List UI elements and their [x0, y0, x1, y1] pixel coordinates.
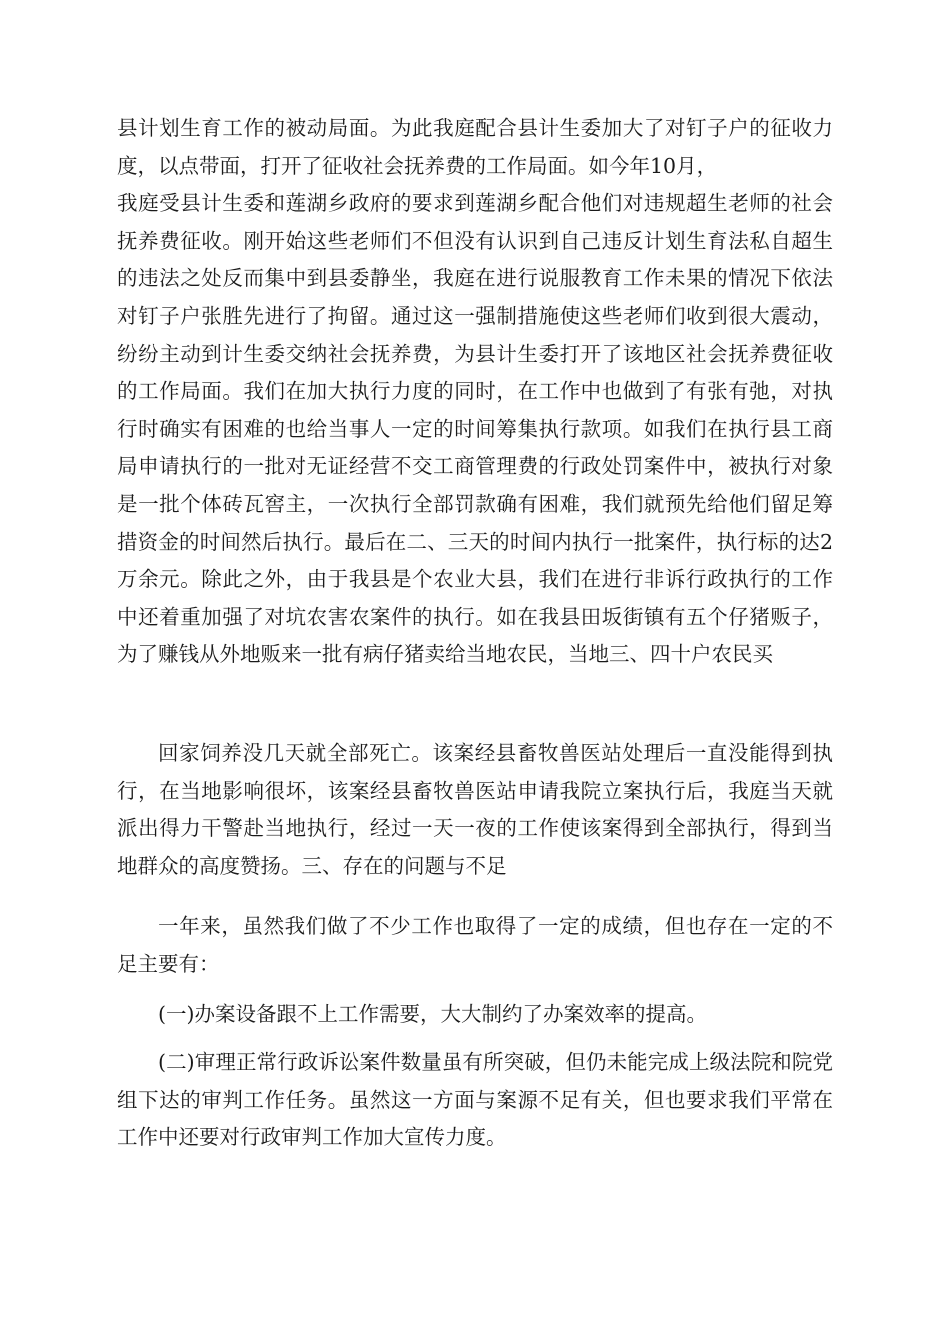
- body-paragraph-5: (二)审理正常行政诉讼案件数量虽有所突破，但仍未能完成上级法院和院党组下达的审判工作任务。虽然这一方面与案源不足有关，但也要求我们平常在工作中还要对行政审判工作加大宣传力度。: [117, 1050, 833, 1150]
- body-paragraph-2: 回家饲养没几天就全部死亡。该案经县畜牧兽医站处理后一直没能得到执行，在当地影响很坏，该案经县畜牧兽医站申请我院立案执行后，我庭当天就派出得力干警赴当地执行，经过一天一夜的工作使该案得到全部执行，得到当地群众的高度赞扬。三、存在的问题与不足: [117, 741, 833, 878]
- body-paragraph-3: 一年来，虽然我们做了不少工作也取得了一定的成绩，但也存在一定的不足主要有：: [117, 914, 833, 976]
- body-paragraph-1: 县计划生育工作的被动局面。为此我庭配合县计生委加大了对钉子户的征收力度，以点带面，打开了征收社会抚养费的工作局面。如今年10月， 我庭受县计生委和莲湖乡政府的要求到莲湖乡配合他们对违规超生老师的社会抚养费征收。刚开始这些老师们不但没有认识到自己违反计划生育法私自超生的违法之处反而集中到县委静坐，我庭在进行说服教育工作未果的情况下依法对钉子户张胜先进行了拘留。通过这一强制措施使这些老师们收到很大震动，纷纷主动到计生委交纳社会抚养费，为县计生委打开了该地区社会抚养费征收的工作局面。我们在加大执行力度的同时，在工作中也做到了有张有弛，对执行时确实有困难的也给当事人一定的时间筹集执行款项。如我们在执行县工商局申请执行的一批对无证经营不交工商管理费的行政处罚案件中，被执行对象是一批个体砖瓦窖主，一次执行全部罚款确有困难，我们就预先给他们留足筹措资金的时间然后执行。最后在二、三天的时间内执行一批案件，执行标的达2万余元。除此之外，由于我县是个农业大县，我们在进行非诉行政执行的工作中还着重加强了对坑农害农案件的执行。如在我县田坂街镇有五个仔猪贩子，为了赚钱从外地贩来一批有病仔猪卖给当地农民，当地三、四十户农民买: [117, 116, 833, 667]
- body-paragraph-4: (一)办案设备跟不上工作需要，大大制约了办案效率的提高。: [158, 1002, 707, 1026]
